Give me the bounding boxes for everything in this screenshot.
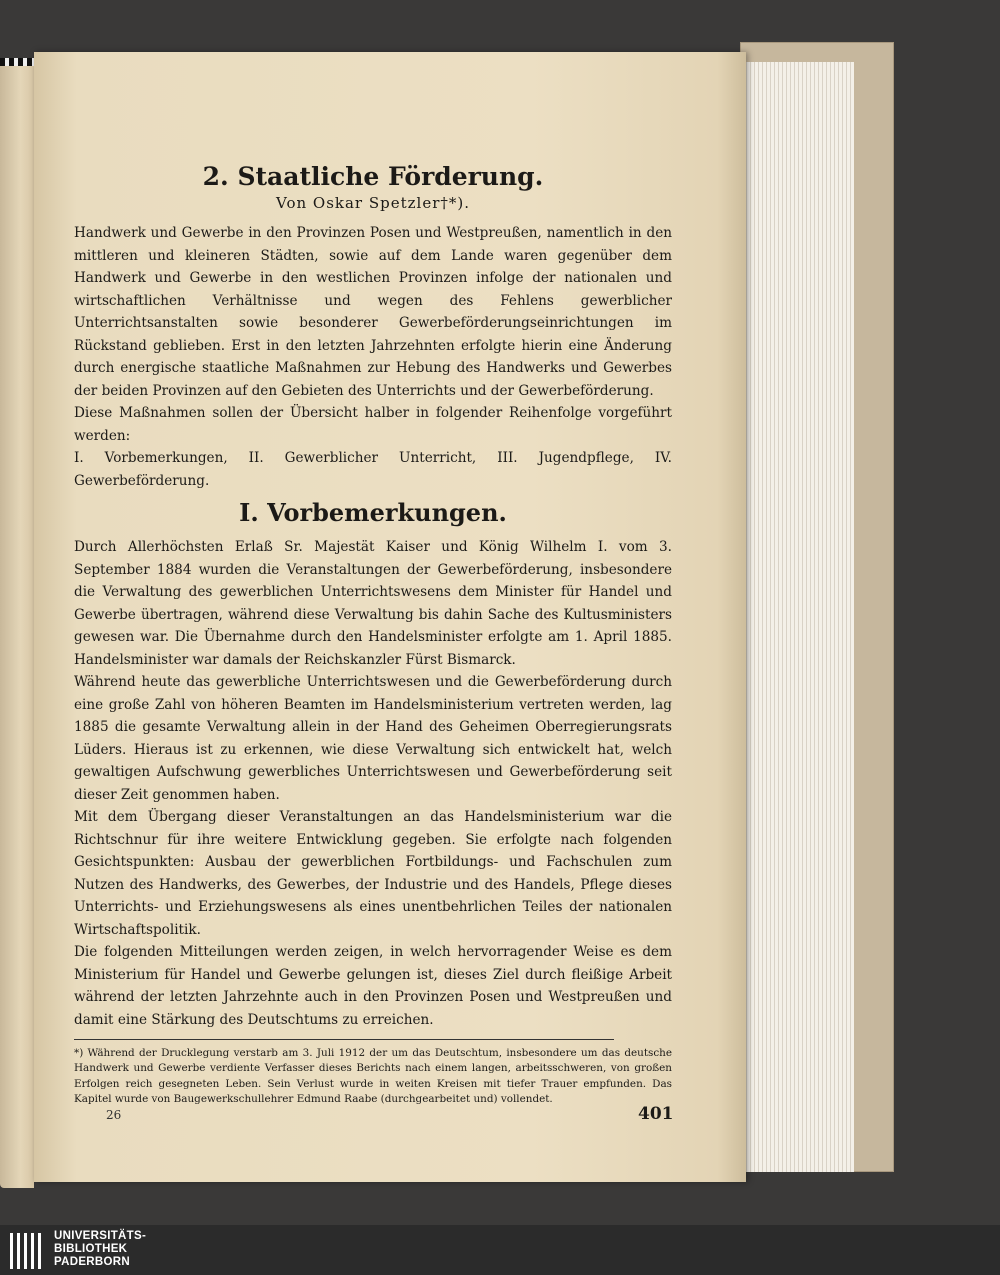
- library-name: [54, 1230, 146, 1269]
- page-number: 401: [638, 1104, 674, 1124]
- book-page: [34, 52, 746, 1182]
- left-page-edge: [0, 58, 34, 1188]
- author-line: Von Oskar Spetzler†*).: [275, 194, 471, 212]
- intro-paragraph: Handwerk und Gewerbe in den Provinzen Posen und Westpreußen, namentlich in den mittleren und kleineren Städten, sowie auf dem Lande waren gegenüber dem Handwerk und Gewerbe in den westlichen Provinzen infolge der nationalen und wirtschaftlichen Verhältnisse und wegen des Fehlens gewerblicher Unterrichtsanstalten sowie besonderer Gewerbeförderungseinrichtungen im Rückstand geblieben. Erst in den letzten Jahrzehnten erfolgte hierin eine Änderung durch energische staatliche Maßnahmen zur Hebung des Handwerks und Gewerbes der beiden Provinzen auf den Gebieten des Unterrichts und der Gewerbeförderung.: [74, 225, 672, 399]
- footnote: *) Während der Drucklegung verstarb am 3. Juli 1912 der um das Deutschtum, insbesondere um das deutsche Handwerk und Gewerbe verdiente Verfasser dieses Berichts nach einem langen, arbeitsschweren, von großen Erfolgen reich gesegneten Leben. Sein Verlust wurde in weiten Kreisen mit tiefer Trauer empfunden. Das Kapitel wurde von Baugewerkschullehrer Edmund Raabe (durchgearbeitet und) vollendet.: [74, 1047, 672, 1105]
- footnote-divider: [74, 1039, 614, 1040]
- intro-paragraph: Diese Maßnahmen sollen der Übersicht halber in folgender Reihenfolge vorgeführt werden:: [74, 405, 672, 444]
- section-paragraph: Die folgenden Mitteilungen werden zeigen, in welch hervorragender Weise es dem Ministerium für Handel und Gewerbe gelungen ist, dieses Ziel durch fleißige Arbeit während der letzten Jahrzehnte auch in den Provinzen Posen und Westpreußen und damit eine Stärkung des Deutschtums zu erreichen.: [74, 944, 672, 1028]
- signature-mark: 26: [106, 1108, 122, 1122]
- library-name-line: PADERBORN: [54, 1256, 130, 1268]
- library-footer: [0, 1225, 1000, 1275]
- library-name-line: BIBLIOTHEK: [54, 1243, 128, 1255]
- chapter-heading: 2. Staatliche Förderung.: [202, 162, 544, 191]
- intro-paragraph: I. Vorbemerkungen, II. Gewerblicher Unterricht, III. Jugendpflege, IV. Gewerbeförderung.: [74, 450, 672, 489]
- section-paragraph: Durch Allerhöchsten Erlaß Sr. Majestät Kaiser und König Wilhelm I. vom 3. September 1884 wurden die Veranstaltungen der Gewerbeförderung, insbesondere die Verwaltung des gewerblichen Unterrichtswesens dem Minister für Handel und Gewerbe übertragen, während diese Verwaltung bis dahin Sache des Kultusministers gewesen war. Die Übernahme durch den Handelsminister erfolgte am 1. April 1885. Handelsminister war damals der Reichskanzler Fürst Bismarck.: [74, 539, 672, 668]
- page-edges: [742, 62, 854, 1172]
- section-heading: I. Vorbemerkungen.: [239, 498, 507, 527]
- section-paragraph: Mit dem Übergang dieser Veranstaltungen an das Handelsministerium war die Richtschnur für ihre weitere Entwicklung gegeben. Sie erfolgte nach folgenden Gesichtspunkten: Ausbau der gewerblichen Fortbildungs- und Fachschulen zum Nutzen des Handwerks, des Gewerbes, der Industrie und des Handels, Pflege dieses Unterrichts- und Erziehungswesens als eines unentbehrlichen Teiles der nationalen Wirtschaftspolitik.: [74, 809, 672, 938]
- page-text-block: [74, 162, 672, 1107]
- section-paragraph: Während heute das gewerbliche Unterrichtswesen und die Gewerbeförderung durch eine große Zahl von höheren Beamten im Handelsministerium vertreten werden, lag 1885 die gesamte Verwaltung allein in der Hand des Geheimen Oberregierungsrats Lüders. Hieraus ist zu erkennen, wie diese Verwaltung sich entwickelt hat, welch gewaltigen Aufschwung gewerbliches Unterrichtswesen und Gewerbeförderung seit dieser Zeit genommen haben.: [74, 674, 672, 803]
- library-name-line: UNIVERSITÄTS-: [54, 1230, 147, 1242]
- library-logo-icon: [10, 1233, 46, 1269]
